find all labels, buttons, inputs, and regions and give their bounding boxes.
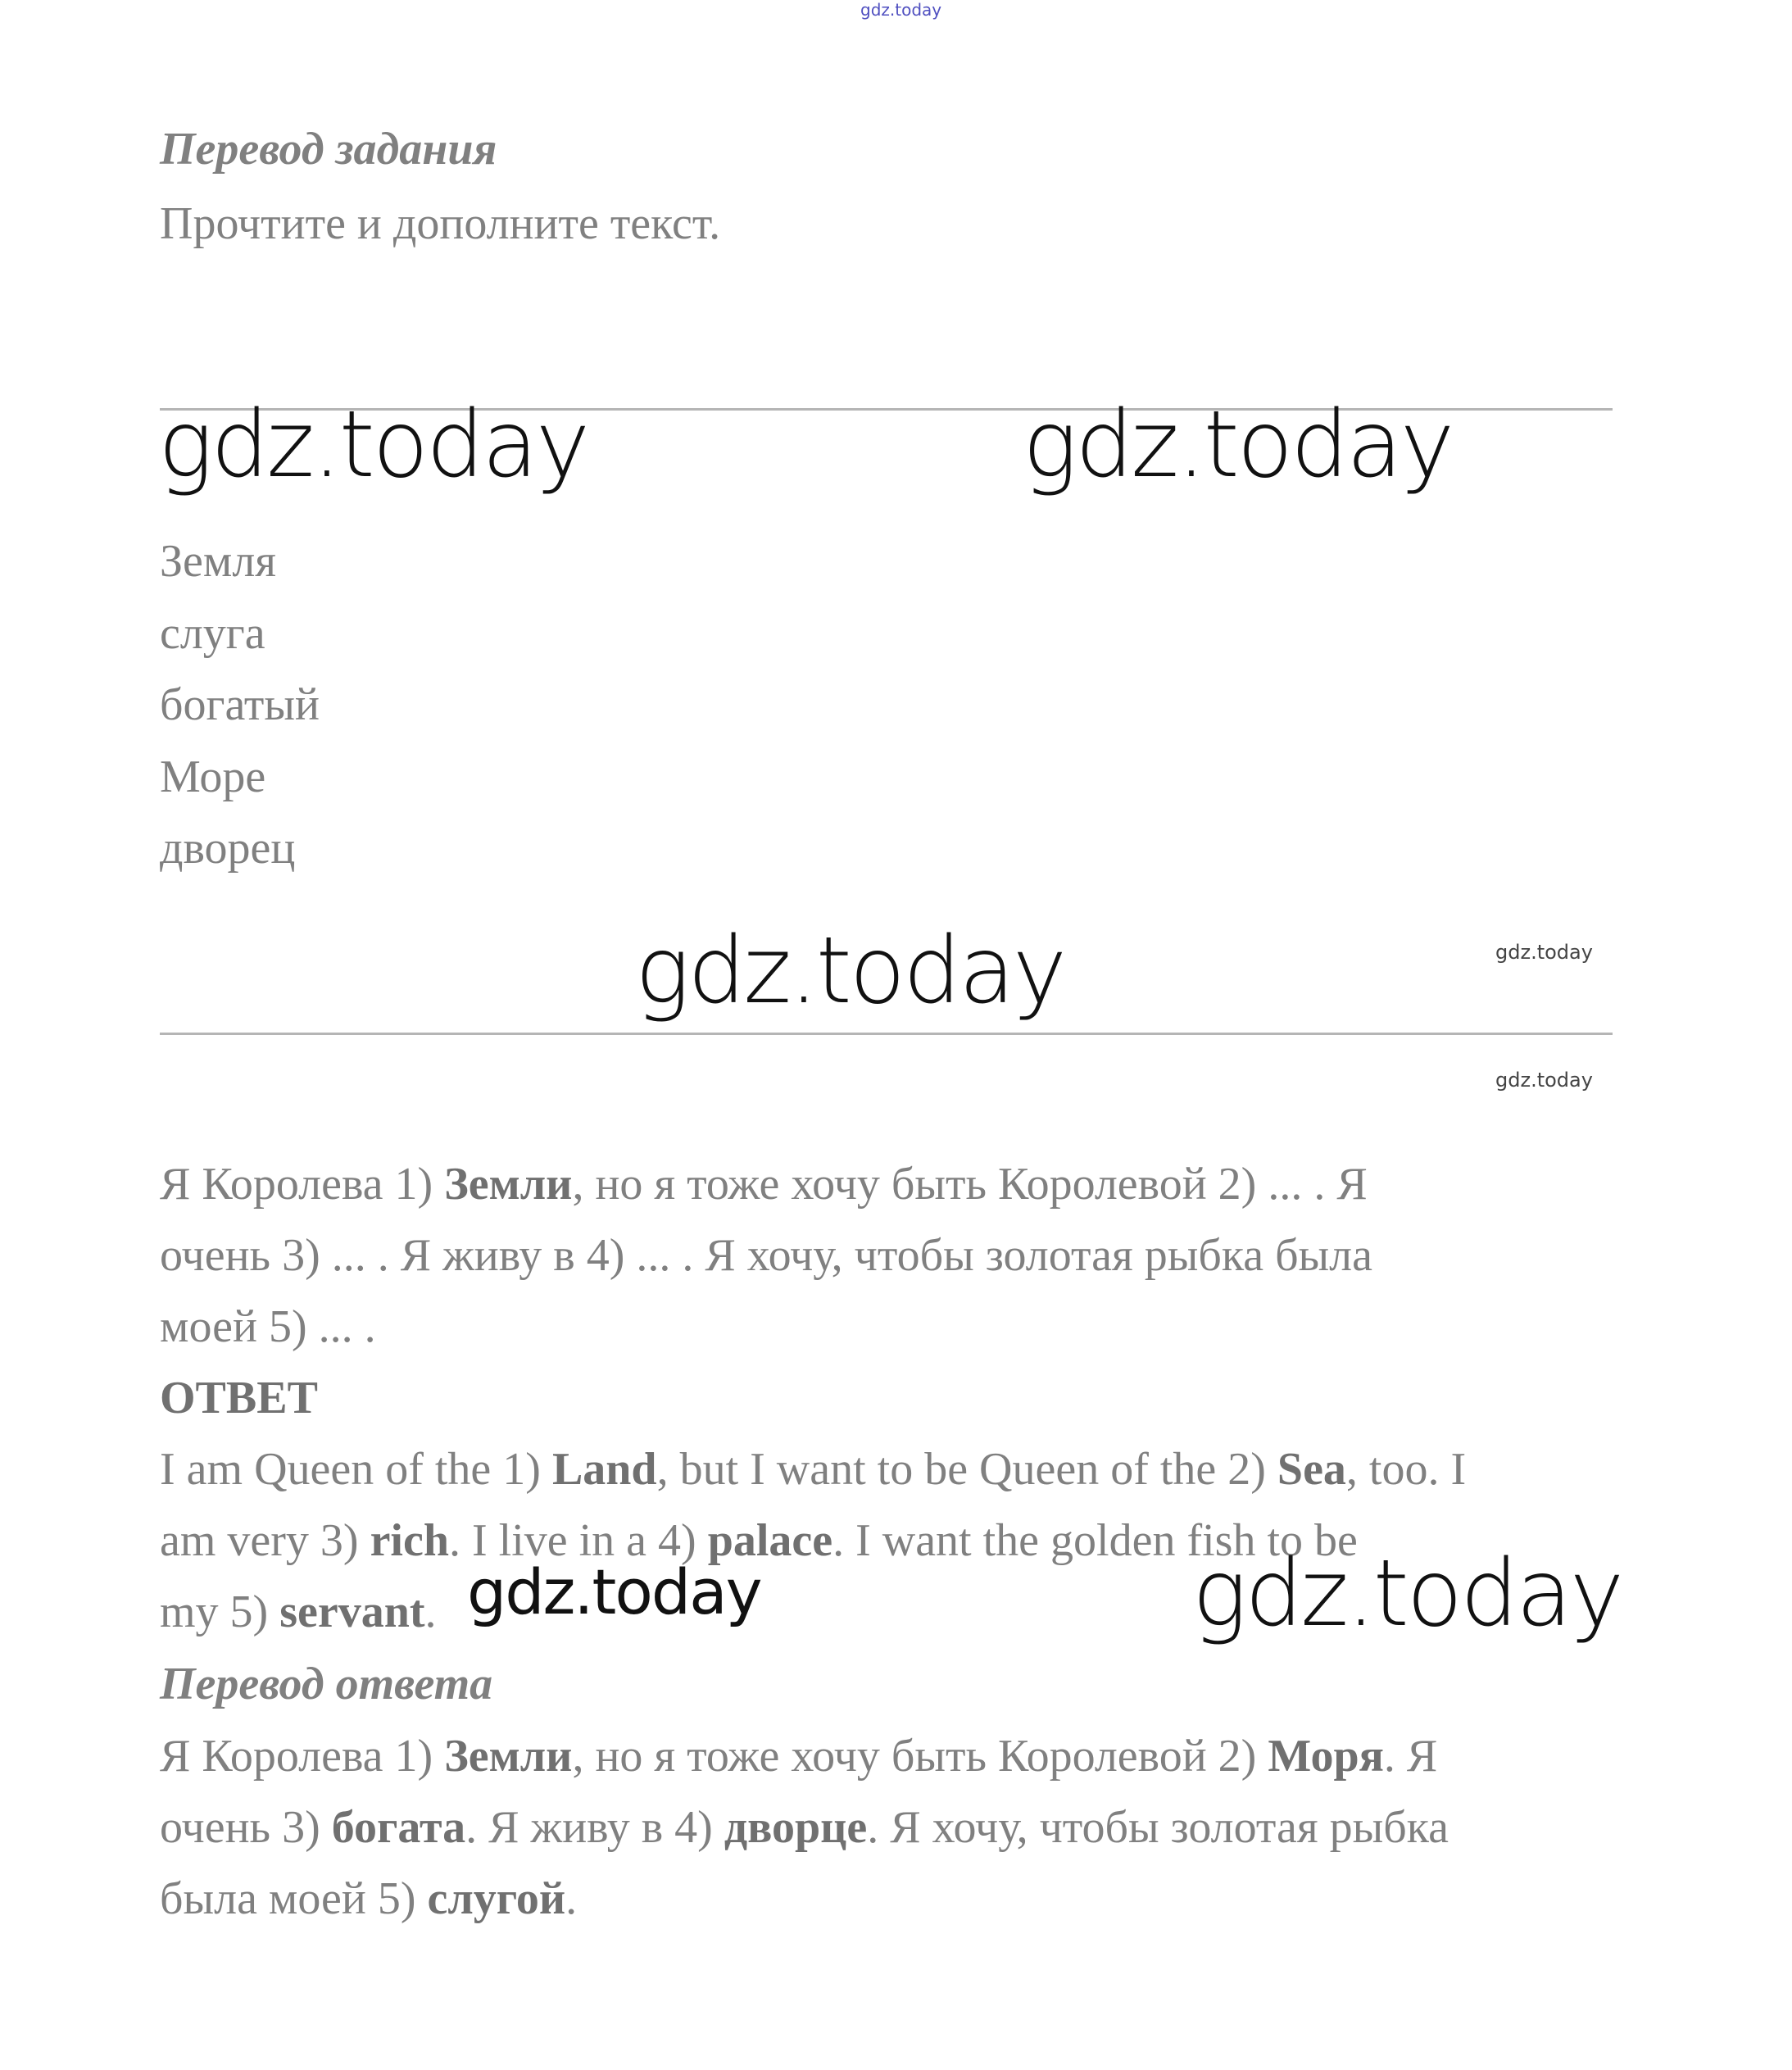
exercise-text xyxy=(160,1149,1372,1363)
word-box-bottom-rule xyxy=(160,1033,1613,1035)
exercise-line: очень 3) ... . Я живу в 4) ... . Я хочу, чтобы золотая рыбка была xyxy=(160,1230,1372,1281)
watermark-small-2: gdz.today xyxy=(1495,1069,1593,1092)
translation-line: очень 3) богата. Я живу в 4) дворце. Я хочу, чтобы золотая рыбка xyxy=(160,1802,1449,1853)
translation-heading: Перевод ответа xyxy=(160,1659,493,1709)
watermark-3: gdz.today xyxy=(635,918,1065,1024)
task-heading: Перевод задания xyxy=(160,124,497,175)
exercise-line: моей 5) ... . xyxy=(160,1301,376,1352)
exercise-line: Я Королева 1) Земли, но я тоже хочу быть Королевой 2) ... . Я xyxy=(160,1159,1368,1210)
word-list xyxy=(160,526,320,885)
watermark-top: gdz.today xyxy=(860,0,942,20)
watermark-2: gdz.today xyxy=(1023,392,1453,498)
exercise-filled-word: Земли xyxy=(444,1159,573,1210)
translation-line: Я Королева 1) Земли, но я тоже хочу быть Королевой 2) Моря. Я xyxy=(160,1731,1438,1782)
answer-heading: ОТВЕТ xyxy=(160,1373,318,1423)
answer-line: I am Queen of the 1) Land, but I want to be Queen of the 2) Sea, too. I xyxy=(160,1444,1467,1495)
translation-line: была моей 5) слугой. xyxy=(160,1873,578,1924)
watermark-small-1: gdz.today xyxy=(1495,941,1593,964)
word-item: дворец xyxy=(160,823,296,874)
word-item: Земля xyxy=(160,536,277,587)
word-item: слуга xyxy=(160,607,265,659)
word-item: богатый xyxy=(160,679,320,730)
watermark-1: gdz.today xyxy=(158,392,588,498)
watermark-4: gdz.today xyxy=(467,1555,761,1628)
word-item: Море xyxy=(160,751,266,802)
task-instruction: Прочтите и дополните текст. xyxy=(160,198,721,249)
answer-line: am very 3) rich. I live in a 4) palace. I want the golden fish to be xyxy=(160,1515,1358,1566)
translation-text xyxy=(160,1721,1449,1935)
answer-line: my 5) servant. xyxy=(160,1587,437,1637)
watermark-5: gdz.today xyxy=(1192,1541,1622,1647)
